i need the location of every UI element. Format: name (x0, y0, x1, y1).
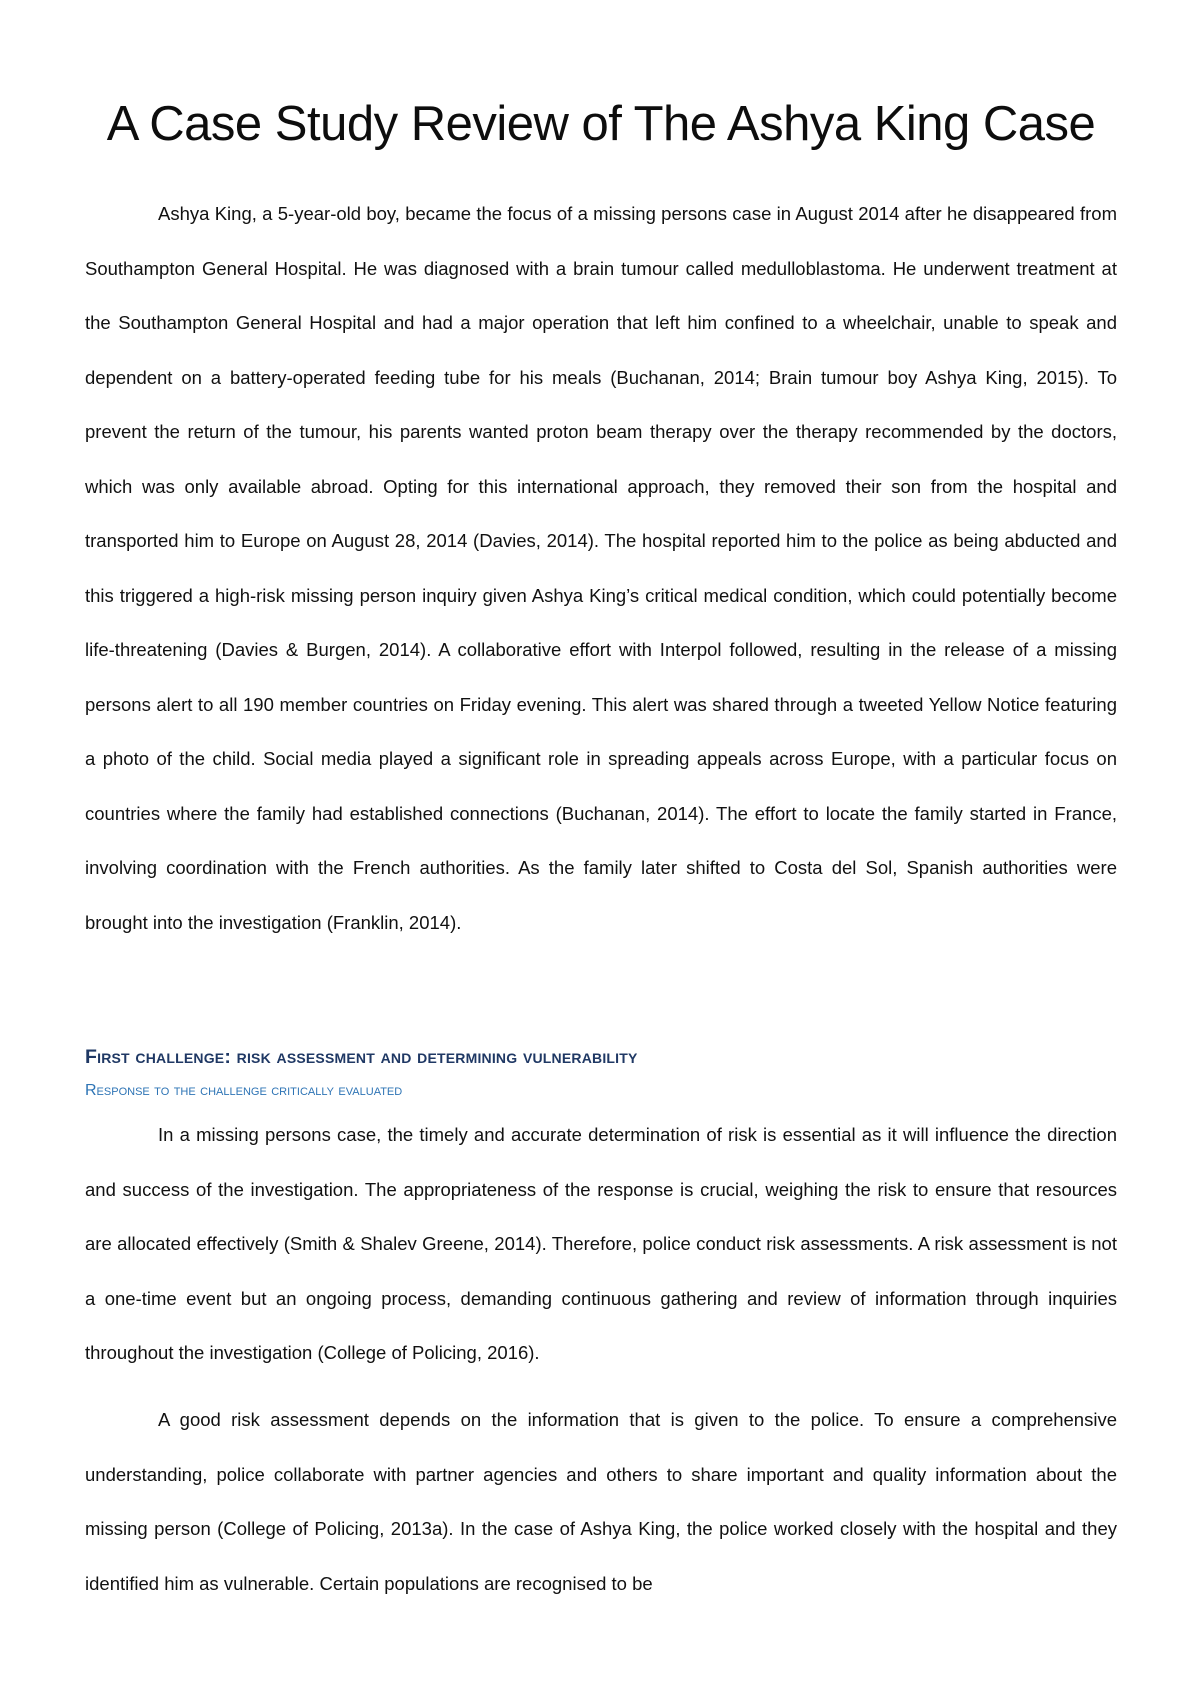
body-paragraph (85, 1393, 1117, 1611)
body-paragraph (85, 1108, 1117, 1381)
sub-heading: Response to the challenge critically evaluated (85, 1082, 403, 1099)
body-paragraph (85, 187, 1117, 950)
paragraph-text: Ashya King, a 5-year-old boy, became the focus of a missing persons case in August 2014 after he disappeared from Southampton General Hospital. He was diagnosed with a brain tumour called medulloblastoma. He underwent treatment at the Southampton General Hospital and had a major operation that left him confined to a wheelchair, unable to speak and dependent on a battery-operated feeding tube for his meals (Buchanan, 2014; Brain tumour boy Ashya King, 2015). To prevent the return of the tumour, his parents wanted proton beam therapy over the therapy recommended by the doctors, which was only available abroad. Opting for this international approach, they removed their son from the hospital and transported him to Europe on August 28, 2014 (Davies, 2014). The hospital reported him to the police as being abducted and this triggered a high-risk missing person inquiry given Ashya King’s critical medical condition, which could potentially become life-threatening (Davies & Burgen, 2014). A collaborative effort with Interpol followed, resulting in the release of a missing persons alert to all 190 member countries on Friday evening. This alert was shared through a tweeted Yellow Notice featuring a photo of the child. Social media played a significant role in spreading appeals across Europe, with a particular focus on countries where the family had established connections (Buchanan, 2014). The effort to locate the family started in France, involving coordination with the French authorities. As the family later shifted to Costa del Sol, Spanish authorities were brought into the investigation (Franklin, 2014). (85, 203, 1117, 933)
paragraph-text: A good risk assessment depends on the information that is given to the police. To ensure a comprehensive understanding, police collaborate with partner agencies and others to share important and quality information about the missing person (College of Policing, 2013a). In the case of Ashya King, the police worked closely with the hospital and they identified him as vulnerable. Certain populations are recognised to be (85, 1409, 1117, 1594)
section-heading: First challenge: risk assessment and determining vulnerability (85, 1046, 638, 1068)
paragraph-text: In a missing persons case, the timely and accurate determination of risk is essential as it will influence the direction and success of the investigation. The appropriateness of the response is crucial, weighing the risk to ensure that resources are allocated effectively (Smith & Shalev Greene, 2014). Therefore, police conduct risk assessments. A risk assessment is not a one-time event but an ongoing process, demanding continuous gathering and review of information through inquiries throughout the investigation (College of Policing, 2016). (85, 1124, 1117, 1363)
document-title: A Case Study Review of The Ashya King Case (106, 97, 1096, 151)
